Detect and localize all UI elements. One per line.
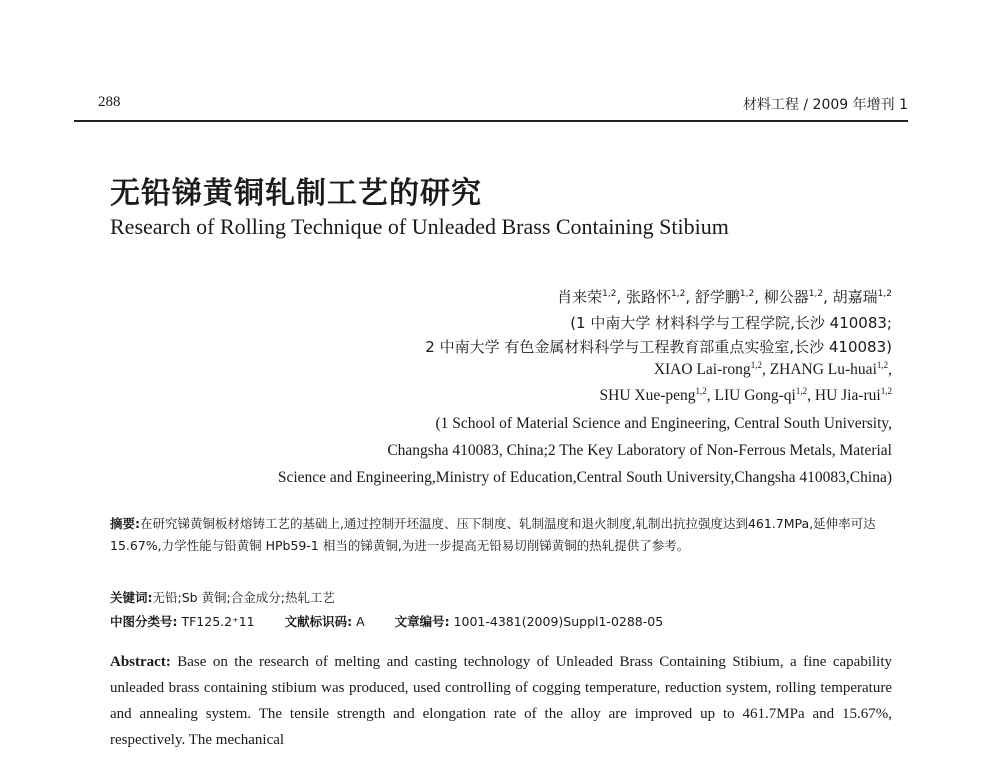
clc-value: TF125.2⁺11	[181, 614, 255, 629]
classification-row	[110, 612, 663, 630]
title-english: Research of Rolling Technique of Unleaded Brass Containing Stibium	[110, 214, 729, 239]
abstract-english-label: Abstract:	[110, 654, 171, 670]
keywords-chinese	[110, 587, 900, 609]
keywords-text: 无铅;Sb 黄铜;合金成分;热轧工艺	[152, 590, 335, 605]
author-affiliation-marker: 1,2	[808, 289, 824, 299]
author-affiliation-marker: 1,2	[877, 289, 892, 299]
author-name: 胡嘉瑞	[832, 288, 878, 306]
authors-english-line-1	[654, 361, 892, 379]
author-name: ZHANG Lu-huai	[769, 361, 877, 378]
author-separator: ,	[888, 361, 892, 378]
article-number-label: 文章编号:	[394, 614, 450, 629]
abstract-chinese-text: 在研究锑黄铜板材熔铸工艺的基础上,通过控制开坯温度、压下制度、轧制温度和退火制度,轧制出抗拉强度达到461.7MPa,延伸率可达15.67%,力学性能与铅黄铜 HPb59-1 相当的锑黄铜,为进一步提高无铅易切削锑黄铜的热轧提供了参考。	[110, 516, 876, 553]
abstract-chinese-label: 摘要:	[110, 516, 140, 531]
article-number-value: 1001-4381(2009)Suppl1-0288-05	[453, 614, 664, 629]
header-rule	[74, 120, 908, 122]
author-affiliation-marker: 1,2	[750, 360, 762, 370]
affiliation-chinese-1: (1 中南大学 材料科学与工程学院,长沙 410083;	[570, 314, 892, 332]
author-name: 肖来荣	[557, 288, 603, 306]
page-number: 288	[98, 94, 121, 110]
author-name: 舒学鹏	[694, 288, 740, 306]
abstract-english	[110, 649, 892, 753]
author-name: SHU Xue-peng	[599, 387, 696, 404]
author-separator: ,	[706, 387, 715, 404]
author-separator: ,	[761, 361, 770, 378]
doc-code-value: A	[356, 614, 365, 629]
journal-header: 材料工程 / 2009 年增刊 1	[742, 97, 908, 113]
author-affiliation-marker: 1,2	[695, 386, 707, 396]
author-affiliation-marker: 1,2	[671, 289, 686, 299]
author-affiliation-marker: 1,2	[876, 360, 889, 370]
doc-code-label: 文献标识码:	[284, 614, 353, 629]
author-separator: ,	[823, 288, 833, 306]
affiliation-english-1: (1 School of Material Science and Engineering, Central South University,	[435, 415, 892, 432]
affiliation-chinese-2: 2 中南大学 有色金属材料科学与工程教育部重点实验室,长沙 410083)	[425, 338, 892, 356]
authors-chinese	[557, 286, 892, 307]
author-name: XIAO Lai-rong	[653, 361, 751, 378]
author-affiliation-marker: 1,2	[795, 386, 808, 396]
author-separator: ,	[685, 288, 695, 306]
author-name: LIU Gong-qi	[714, 387, 796, 404]
author-affiliation-marker: 1,2	[739, 289, 755, 299]
affiliation-english-3: Science and Engineering,Ministry of Education,Central South University,Changsha 410083,China)	[277, 469, 892, 486]
author-name: 柳公器	[763, 288, 809, 306]
author-separator: ,	[616, 288, 626, 306]
author-affiliation-marker: 1,2	[880, 386, 892, 396]
affiliation-english-2: Changsha 410083, China;2 The Key Laboratory of Non-Ferrous Metals, Material	[387, 442, 892, 459]
author-name: HU Jia-rui	[814, 387, 881, 404]
author-separator: ,	[807, 387, 815, 404]
title-chinese: 无铅锑黄铜轧制工艺的研究	[110, 176, 482, 211]
clc-label: 中图分类号:	[110, 614, 178, 629]
authors-english-line-2	[600, 387, 893, 405]
author-name: 张路怀	[625, 288, 671, 306]
author-separator: ,	[754, 288, 764, 306]
abstract-chinese	[110, 513, 900, 557]
abstract-english-text: Base on the research of melting and casting technology of Unleaded Brass Containing Stibium, a fine capability unleaded brass containing stibium was produced, used controlling of cogging temperature, reduction system, rolling temperature and annealing system. The tensile strength and elongation rate of the alloy are improved up to 461.7MPa and 15.67%, respectively. The mechanical	[110, 654, 892, 748]
keywords-label: 关键词:	[110, 590, 153, 605]
author-affiliation-marker: 1,2	[602, 289, 617, 299]
